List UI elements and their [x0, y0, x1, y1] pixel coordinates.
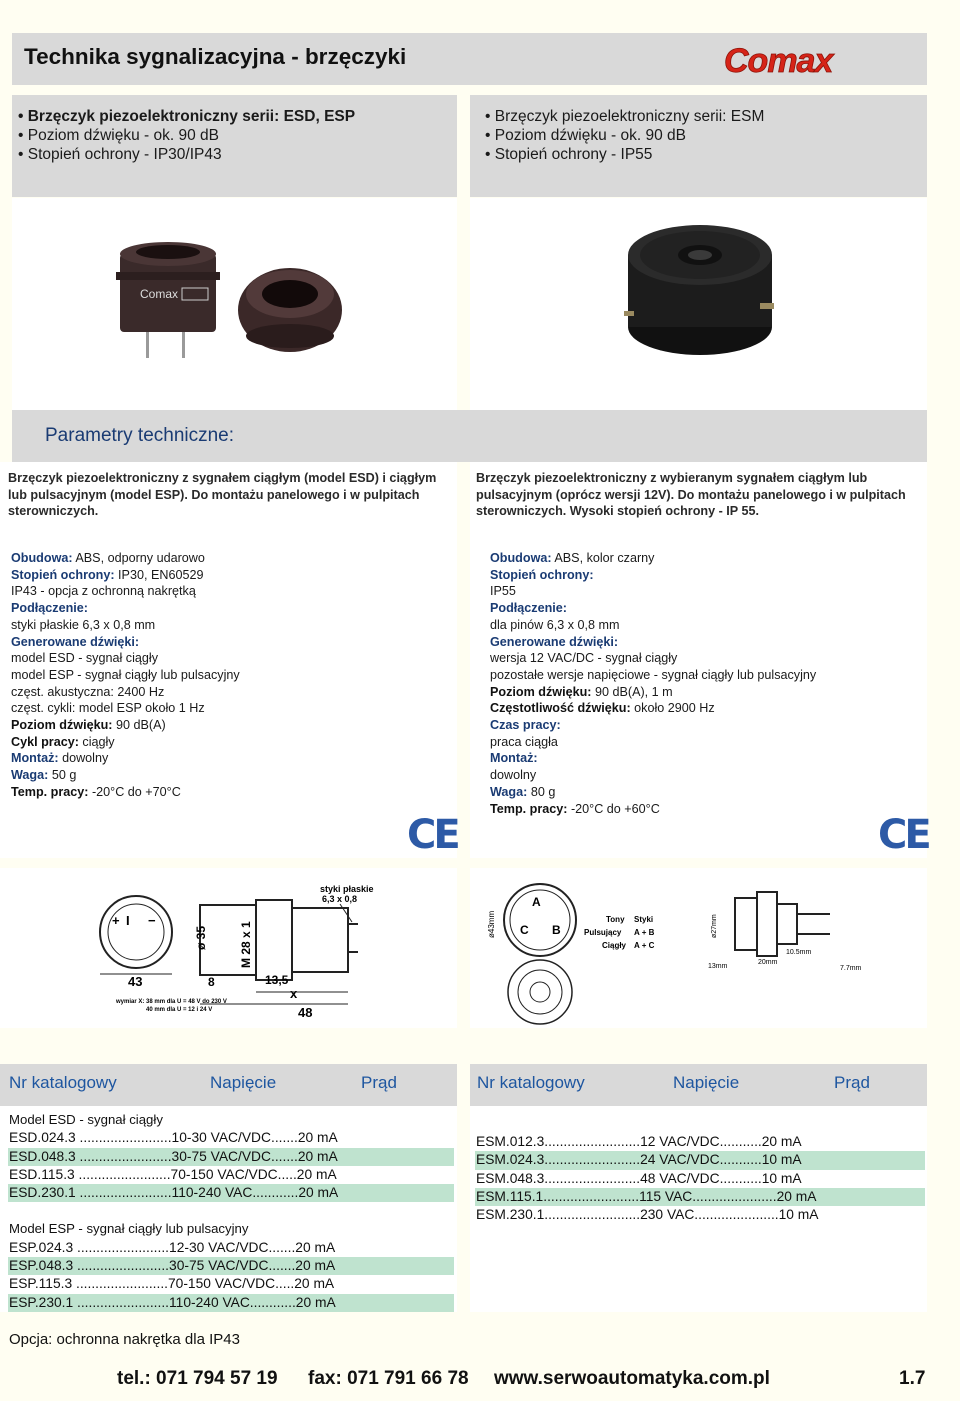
col-header-voltage: Napięcie [210, 1073, 277, 1092]
svg-text:Ciągły: Ciągły [602, 941, 627, 950]
col-header-current: Prąd [834, 1073, 870, 1092]
svg-text:wymiar X: 38 mm dla U = 48 V d: wymiar X: 38 mm dla U = 48 V do 230 V [116, 999, 227, 1005]
esm-buzzer-image [610, 215, 790, 365]
bullet-item: • Brzęczyk piezoelektroniczny serii: ESD, ESP [18, 108, 356, 125]
params-title: Parametry techniczne: [45, 425, 235, 446]
table-row: ESM.048.3.........................48 VAC/VDC...........10 mA [476, 1170, 802, 1186]
col-header-catalog: Nr katalogowy [477, 1073, 585, 1092]
table-row: ESD.024.3 ........................10-30 VAC/VDC.......20 mA [9, 1130, 338, 1146]
bullet-item: • Brzęczyk piezoelektroniczny serii: ESM [485, 108, 765, 125]
svg-text:Comax: Comax [724, 42, 833, 78]
svg-text:Pulsujący: Pulsujący [584, 928, 622, 937]
svg-text:I: I [126, 913, 130, 928]
svg-text:Tony: Tony [606, 915, 625, 924]
svg-text:x: x [290, 986, 298, 1001]
svg-text:ø43mm: ø43mm [487, 910, 496, 938]
svg-text:8: 8 [208, 975, 215, 989]
table-row: ESP.048.3 ........................30-75 VAC/VDC.......20 mA [8, 1257, 454, 1275]
esd-buzzer-image [110, 232, 350, 362]
left-bullets [18, 107, 355, 164]
table-group-title: Model ESP - sygnał ciągły lub pulsacyjny [9, 1221, 249, 1237]
svg-text:A + C: A + C [634, 941, 655, 950]
esd-esp-table [8, 1111, 454, 1312]
col-header-catalog: Nr katalogowy [9, 1073, 117, 1092]
buzzer-brand-text: Comax [140, 287, 179, 301]
page-number: 1.7 [899, 1368, 926, 1389]
table-row: ESP.230.1 ........................110-240 VAC............20 mA [8, 1294, 454, 1312]
bullet-item: • Poziom dźwięku - ok. 90 dB [485, 127, 686, 144]
bullet-item: • Poziom dźwięku - ok. 90 dB [18, 127, 219, 144]
svg-text:13mm: 13mm [708, 963, 728, 970]
ce-mark-icon: CE [878, 812, 929, 858]
option-note: Opcja: ochronna nakrętka dla IP43 [9, 1331, 240, 1348]
table-row: ESM.012.3.........................12 VAC/VDC...........20 mA [476, 1134, 802, 1149]
bullet-item: • Stopień ochrony - IP55 [485, 146, 653, 163]
table-row: ESM.024.3.........................24 VAC/VDC...........10 mA [475, 1151, 925, 1169]
svg-text:A: A [532, 895, 541, 909]
bullet-item: • Stopień ochrony - IP30/IP43 [18, 146, 222, 163]
svg-text:43: 43 [128, 974, 143, 989]
svg-text:Styki: Styki [634, 915, 654, 924]
svg-text:48: 48 [298, 1005, 313, 1020]
svg-text:+: + [112, 913, 120, 928]
left-description: Brzęczyk piezoelektroniczny z sygnałem ciągłym (model ESD) i ciągłym lub pulsacyjnym (model ESP). Do montażu panelowego i w pulpitach sterowniczych. [8, 471, 437, 518]
table-row: ESD.115.3 ........................70-150 VAC/VDC.....20 mA [9, 1166, 337, 1182]
table-row: ESP.024.3 ........................12-30 VAC/VDC.......20 mA [9, 1239, 336, 1255]
table-row: ESD.230.1 ........................110-240 VAC............20 mA [8, 1184, 454, 1202]
svg-text:B: B [552, 923, 561, 937]
comax-logo [722, 42, 866, 78]
right-specs: Obudowa: ABS, kolor czarny Stopień ochrony: IP55 Podłączenie: dla pinów 6,3 x 0,8 mm Generowane dźwięki: wersja 12 VAC/DC - sygnał ciągły pozostałe wersje napięciowe - sygnał ciągły lub pulsacyjny Poziom dźwięku: 90 dB(A), 1 m Częstotliwość dźwięku: około 2900 Hz Czas pracy: praca ciągła Montaż: dowolny Waga: 80 g Temp. pracy: -20°C do +60°C [490, 551, 817, 816]
svg-text:7.7mm: 7.7mm [840, 965, 862, 972]
svg-text:−: − [148, 913, 156, 928]
svg-text:6,3 x 0,8: 6,3 x 0,8 [322, 894, 358, 904]
svg-text:A + B: A + B [634, 928, 655, 937]
table-row: ESM.115.1.........................115 VAC......................20 mA [475, 1188, 925, 1206]
svg-text:styki płaskie: styki płaskie [320, 884, 374, 894]
svg-text:10.5mm: 10.5mm [786, 949, 812, 956]
svg-text:13,5: 13,5 [265, 973, 289, 987]
svg-text:C: C [520, 923, 529, 937]
right-description: Brzęczyk piezoelektroniczny z wybieranym sygnałem ciągłym lub pulsacyjnym (oprócz wersji 12V). Do montażu panelowego i w pulpitach sterowniczych. Wysoki stopień ochrony - IP 55. [476, 471, 906, 518]
footer-website-link[interactable]: www.serwoautomatyka.com.pl [494, 1368, 770, 1389]
svg-text:20mm: 20mm [758, 959, 778, 966]
svg-text:40 mm dla U = 12 i 24 V: 40 mm dla U = 12 i 24 V [146, 1007, 213, 1013]
col-header-voltage: Napięcie [673, 1073, 740, 1092]
esd-dimension-drawing [90, 880, 410, 1025]
ce-mark-icon: CE [407, 812, 458, 858]
table-group-title: Model ESD - sygnał ciągły [9, 1112, 163, 1127]
table-row: ESM.230.1.........................230 VAC......................10 mA [476, 1207, 819, 1223]
svg-text:ø27mm: ø27mm [711, 914, 718, 938]
footer-fax: fax: 071 791 66 78 [308, 1368, 469, 1389]
page-title: Technika sygnalizacyjna - brzęczyki [24, 44, 407, 69]
svg-text:ø 35: ø 35 [194, 925, 208, 950]
esm-dimension-drawing [480, 878, 920, 1026]
col-header-current: Prąd [361, 1073, 397, 1092]
footer-tel: tel.: 071 794 57 19 [117, 1368, 278, 1389]
svg-text:M 28 x 1: M 28 x 1 [239, 921, 253, 968]
table-row: ESP.115.3 ........................70-150 VAC/VDC.....20 mA [9, 1276, 335, 1292]
left-specs: Obudowa: ABS, odporny udarowo Stopień ochrony: IP30, EN60529 IP43 - opcja z ochronną nakrętką Podłączenie: styki płaskie 6,3 x 0,8 mm Generowane dźwięki: model ESD - sygnał ciągły model ESP - sygnał ciągły lub pulsacyjny częst. akustyczna: 2400 Hz częst. cykli: model ESP około 1 Hz Poziom dźwięku: 90 dB(A) Cykl pracy: ciągły Montaż: dowolny Waga: 50 g Temp. pracy: -20°C do +70°C [11, 551, 240, 799]
esm-table [475, 1133, 925, 1224]
right-bullets [485, 107, 764, 164]
table-row: ESD.048.3 ........................30-75 VAC/VDC.......20 mA [8, 1148, 454, 1166]
